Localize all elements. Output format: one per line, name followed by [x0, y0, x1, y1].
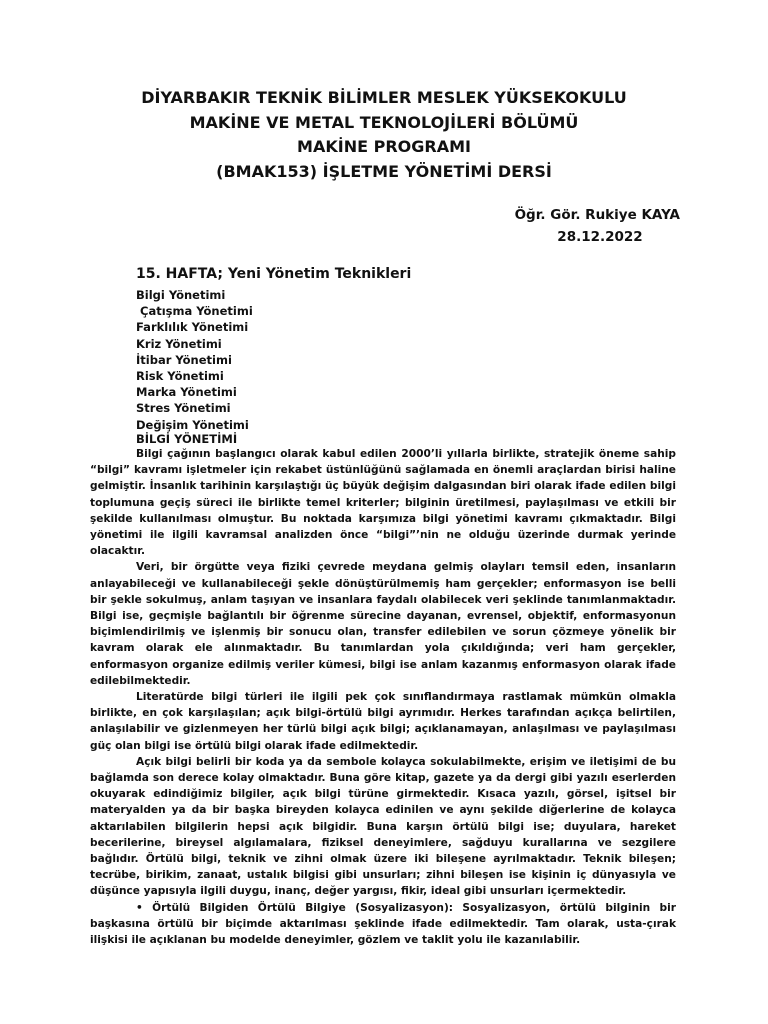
document-header [0, 86, 768, 184]
body-text [90, 446, 676, 948]
paragraph: Literatürde bilgi türleri ile ilgili pek çok sınıflandırmaya rastlamak mümkün olmakla birlikte, en çok karşılaşılan; açık bilgi-örtülü bilgi ayrımıdır. Herkes tarafından açıkça belirtilen, anlaşılabilir ve gizlenmeyen her türlü bilgi açık bilgi; açıklanamayan, anlaşılması ve paylaşılması güç olan bilgi ise örtülü bilgi olarak ifade edilmektedir. [90, 691, 676, 752]
paragraph: Açık bilgi belirli bir koda ya da sembole kolayca sokulabilmekte, erişim ve iletişimi de bu bağlamda son derece kolay olmaktadır. Buna göre kitap, gazete ya da dergi gibi yazılı eserlerden okuyarak edindiğimiz bilgiler, açık bilgi türüne girmektedir. Kısaca yazılı, görsel, işitsel bir materyalden ya da bir başka bireyden kolayca edinilen ve aynı şekilde diğerlerine de kolayca aktarılabilen bilgilerin hepsi açık bilgidir. Buna karşın örtülü bilgi ise; duyulara, hareket becerilerine, bireysel algılamalara, fiziksel deneyimlere, sağduyu kurallarına ve sezgilere bağlıdır. Örtülü bilgi, teknik ve zihni olmak üzere iki bileşene ayrılmaktadır. Teknik bileşen; tecrübe, birikim, zanaat, ustalık bilgisi gibi unsurları; zihni bileşen ise kişinin iç dünyasıyla ve düşünce yapısıyla ilgili duygu, inanç, değer yargısı, fikir, ideal gibi unsurları içermektedir. [90, 755, 676, 898]
topic-item: Bilgi Yönetimi [136, 288, 226, 302]
paragraph: • Örtülü Bilgiden Örtülü Bilgiye (Sosyalizasyon): Sosyalizasyon, örtülü bilginin bir başkasına örtülü bir biçimde aktarılması şeklinde ifade edilmektedir. Tam olarak, usta-çırak ilişkisi ile açıklanan bu modelde deneyimler, gözlem ve taklit yolu ile kazanılabilir. [90, 901, 676, 947]
topic-item: Farklılık Yönetimi [136, 320, 249, 335]
topic-item: Stres Yönetimi [136, 401, 231, 416]
topic-item: Marka Yönetimi [136, 385, 237, 400]
author-block [480, 204, 680, 248]
institution-name: DİYARBAKIR TEKNİK BİLİMLER MESLEK YÜKSEKOKULU [141, 88, 627, 107]
course-name: (BMAK153) İŞLETME YÖNETİMİ DERSİ [216, 161, 552, 181]
topic-item: Değişim Yönetimi [136, 417, 249, 432]
topic-list [136, 287, 253, 433]
program-name: MAKİNE PROGRAMI [297, 137, 471, 156]
topic-item: İtibar Yönetimi [136, 352, 232, 367]
author-name: Öğr. Gör. Rukiye KAYA [514, 207, 680, 223]
topic-item: Çatışma Yönetimi [136, 304, 253, 319]
week-title: 15. HAFTA; Yeni Yönetim Teknikleri [136, 266, 412, 282]
document-date: 28.12.2022 [557, 229, 643, 245]
topic-item: Risk Yönetimi [136, 369, 224, 384]
topic-item: Kriz Yönetimi [136, 336, 222, 351]
paragraph: Bilgi çağının başlangıcı olarak kabul edilen 2000’li yıllarla birlikte, stratejik öneme sahip “bilgi” kavramı işletmeler için rekabet üstünlüğünü sağlamada en önemli araçlardan birisi haline gelmiştir. İnsanlık tarihinin karşılaştığı üç büyük değişim dalgasından biri olarak ifade edilen bilgi toplumuna geçiş süreci ile birlikte temel kriterler; bilginin üretilmesi, paylaşılması ve etkili bir şekilde kullanılması olmuştur. Bu noktada karşımıza bilgi yönetimi kavramı çıkmaktadır. Bilgi yönetimi ile ilgili kavramsal analizden önce “bilgi”’nin ne olduğu üzerinde durmak yerinde olacaktır. [90, 448, 676, 558]
department-name: MAKİNE VE METAL TEKNOLOJİLERİ BÖLÜMÜ [189, 112, 579, 132]
paragraph: Veri, bir örgütte veya fiziki çevrede meydana gelmiş olayları temsil eden, insanların anlayabileceği ve kullanabileceği şekle dönüştürülmemiş ham gerçekler; enformasyon ise belli bir şekle sokulmuş, anlam taşıyan ve insanlara faydalı olabilecek veri şeklinde tanımlanmaktadır. Bilgi ise, geçmişle bağlantılı bir öğrenme sürecine dayanan, evrensel, objektif, enformasyonun biçimlendirilmiş ve işlenmiş bir sonucu olan, transfer edilebilen ve sorun çözmeye yönelik bir kavram olarak ele alınmaktadır. Bu tanımlardan yola çıkıldığında; veri ham gerçekler, enformasyon organize edilmiş veriler kümesi, bilgi ise anlam kazanmış enformasyon olarak ifade edilebilmektedir. [90, 561, 676, 687]
section-heading: BİLGİ YÖNETİMİ [136, 432, 238, 446]
